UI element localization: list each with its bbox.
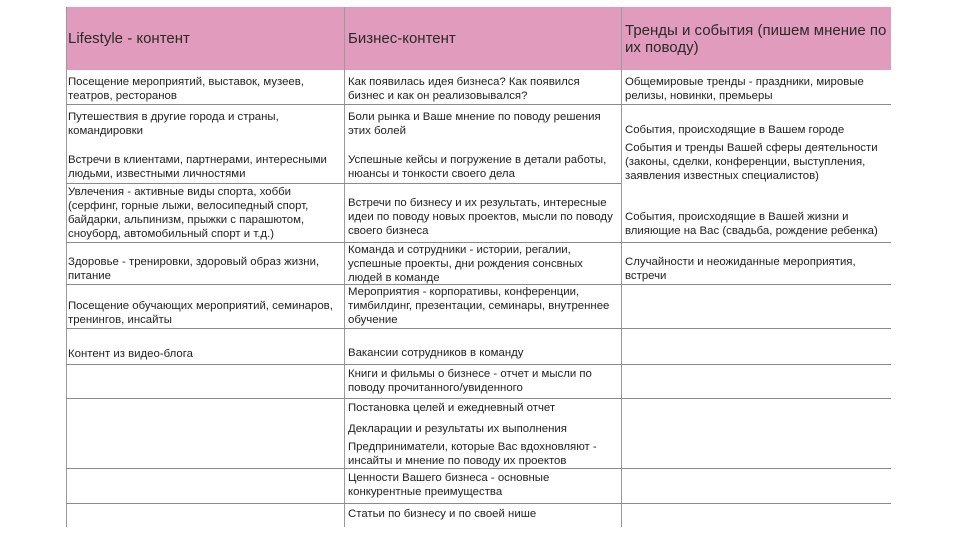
row-divider	[66, 468, 891, 469]
business-cell: Мероприятия - корпоративы, конференции, тимбилдинг, презентации, семинары, внутреннее обучение	[348, 286, 610, 326]
business-cell: Декларации и результаты их выполнения	[348, 423, 567, 435]
trends-cell: События, происходящие в Вашей жизни и влияющие на Вас (свадьба, рождение ребенка)	[625, 211, 878, 237]
column-divider	[344, 7, 345, 527]
business-cell: Как появилась идея бизнеса? Как появился бизнес и как он реализовывался?	[348, 76, 580, 102]
row-divider	[66, 503, 891, 504]
lifestyle-cell: Контент из видео-блога	[68, 348, 193, 360]
row-divider	[66, 398, 891, 399]
row-divider	[66, 364, 891, 365]
business-cell: Книги и фильмы о бизнесе - отчет и мысли по поводу прочитанного/увиденного	[348, 368, 592, 394]
trends-cell: События, происходящие в Вашем городе	[625, 124, 845, 136]
trends-cell: Случайности и неожиданные мероприятия, встречи	[625, 256, 856, 282]
header-trends: Тренды и события (пишем мнение по их поводу)	[625, 21, 887, 56]
lifestyle-cell: Встречи в клиентами, партнерами, интересными людьми, известными личностями	[68, 154, 327, 180]
business-cell: Успешные кейсы и погружение в детали работы, нюансы и тонкости своего дела	[348, 154, 607, 180]
business-cell: Боли рынка и Ваше мнение по поводу решения этих болей	[348, 111, 601, 137]
row-divider	[66, 328, 891, 329]
column-divider	[621, 7, 622, 527]
lifestyle-cell: Путешествия в другие города и страны, командировки	[68, 111, 279, 137]
lifestyle-cell: Увлечения - активные виды спорта, хобби (серфинг, горные лыжи, велосипедный спорт, байдарки, альпинизм, прыжки с парашютом, сноуборд, автомобильный спорт и т.д.)	[68, 186, 309, 240]
business-cell: Встречи по бизнесу и их результать, интересные идеи по поводу новых проектов, мысли по поводу своего бизнеса	[348, 197, 613, 237]
lifestyle-cell: Посещение обучающих мероприятий, семинаров, тренингов, инсайты	[68, 300, 333, 326]
content-plan-table	[66, 7, 891, 527]
row-divider	[66, 183, 621, 184]
header-lifestyle: Lifestyle - контент	[68, 30, 190, 47]
trends-cell: События и тренды Вашей сферы деятельности (законы, сделки, конференции, выступления, заявления известных специалистов)	[625, 142, 878, 182]
row-divider	[66, 104, 891, 105]
lifestyle-cell: Посещение мероприятий, выставок, музеев, театров, ресторанов	[68, 76, 304, 102]
business-cell: Статьи по бизнесу и по своей нише	[348, 508, 537, 520]
lifestyle-cell: Здоровье - тренировки, здоровый образ жизни, питание	[68, 256, 320, 282]
business-cell: Ценности Вашего бизнеса - основные конкурентные преимущества	[348, 472, 550, 498]
business-cell: Вакансии сотрудников в команду	[348, 347, 524, 359]
business-cell: Предприниматели, которые Вас вдохновляют - инсайты и мнение по поводу их проектов	[348, 441, 597, 467]
business-cell: Команда и сотрудники - истории, регалии, успешные проекты, дни рождения сонсвных людей в команде	[348, 244, 583, 284]
header-business: Бизнес-контент	[348, 30, 456, 47]
trends-cell: Общемировые тренды - праздники, мировые релизы, новинки, премьеры	[625, 76, 864, 102]
business-cell: Постановка целей и ежедневный отчет	[348, 402, 556, 414]
